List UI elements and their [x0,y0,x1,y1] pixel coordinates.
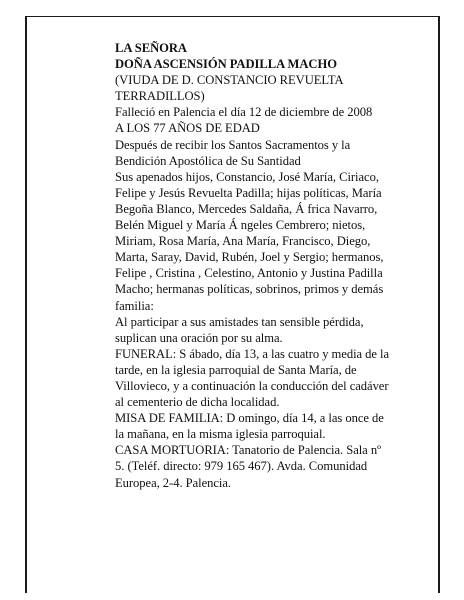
family-line: familia: [115,298,154,313]
funeral-line: Villovieco, y a continuación la conducción del cadáver [115,378,389,393]
request-line: suplican una oración por su alma. [115,330,283,345]
deceased-name: DOÑA ASCENSIÓN PADILLA MACHO [115,57,337,72]
mass-line: MISA DE FAMILIA: D omingo, día 14, a las once de [115,411,384,426]
family-line: Macho; hermanas políticas, sobrinos, primos y demás [115,282,384,297]
family-line: Felipe y Jesús Revuelta Padilla; hijas políticas, María [115,185,382,200]
funeral-line: tarde, en la iglesia parroquial de Santa María, de [115,362,357,377]
family-line: Felipe , Cristina , Celestino, Antonio y Justina Padilla [115,266,383,281]
death-line: Falleció en Palencia el día 12 de diciembre de 2008 [115,105,373,120]
widow-line: (VIUDA DE D. CONSTANCIO REVUELTA [115,73,344,88]
funeral-home-line: CASA MORTUORIA: Tanatorio de Palencia. Sala nº [115,443,381,458]
funeral-line: al cementerio de dicha localidad. [115,395,280,410]
obituary-text [115,40,420,491]
family-line: Miriam, Rosa María, Ana María, Francisco, Diego, [115,234,371,249]
funeral-line: FUNERAL: S ábado, día 13, a las cuatro y media de la [115,346,390,361]
family-line: Marta, Saray, David, Rubén, Joel y Sergio; hermanos, [115,250,384,265]
sacraments-line: Después de recibir los Santos Sacramentos y la [115,137,351,152]
title-line: LA SEÑORA [115,41,187,55]
funeral-home-line: Europea, 2-4. Palencia. [115,475,231,490]
family-line: Sus apenados hijos, Constancio, José María, Ciriaco, [115,169,379,184]
mass-line: la mañana, en la misma iglesia parroquial. [115,427,326,442]
age-line: A LOS 77 AÑOS DE EDAD [115,121,260,136]
sacraments-line: Bendición Apostólica de Su Santidad [115,153,301,168]
family-line: Belén Miguel y María Á ngeles Cembrero; nietos, [115,218,366,233]
funeral-home-line: 5. (Teléf. directo: 979 165 467). Avda. Comunidad [115,459,368,474]
request-line: Al participar a sus amistades tan sensible pérdida, [115,314,364,329]
widow-line-cont: TERRADILLOS) [115,89,205,104]
family-line: Begoña Blanco, Mercedes Saldaña, Á frica Navarro, [115,201,378,216]
